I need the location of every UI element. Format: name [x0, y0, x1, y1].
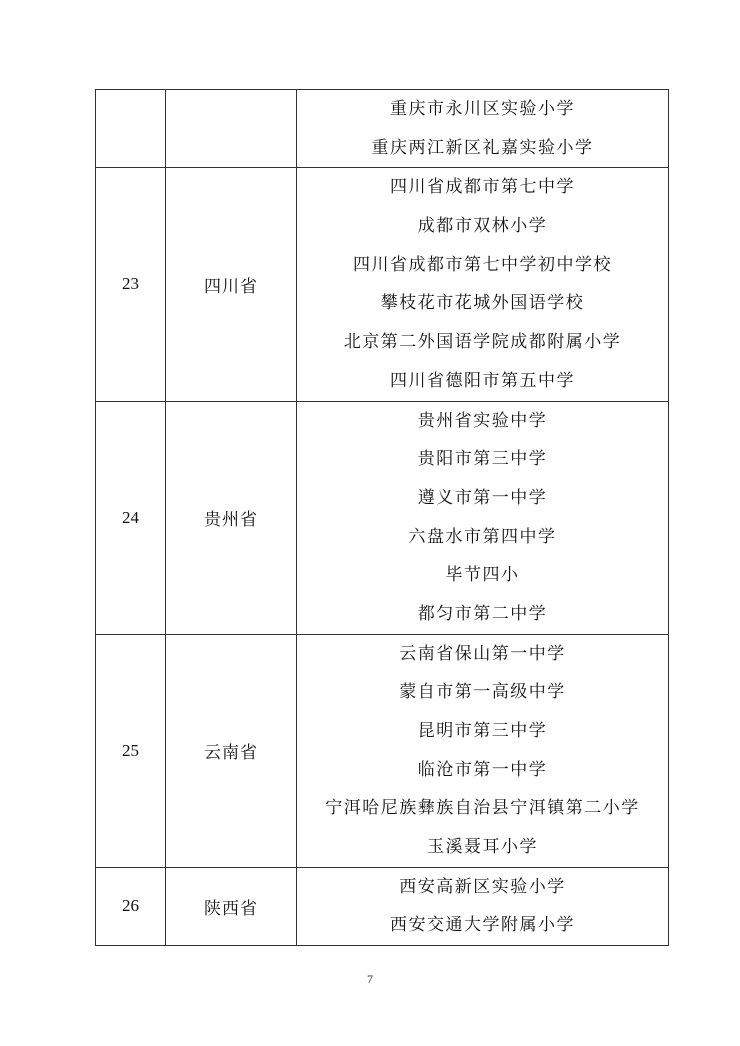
school-name: 贵阳市第三中学 — [417, 449, 548, 470]
province-cell: 贵州省 — [166, 401, 297, 634]
row-number-cell: 23 — [96, 168, 166, 401]
school-name: 贵州省实验中学 — [417, 410, 548, 431]
school-list-table — [95, 89, 669, 946]
school-name: 蒙自市第一高级中学 — [399, 682, 566, 703]
school-name: 四川省德阳市第五中学 — [390, 370, 575, 391]
row-number-cell: 24 — [96, 401, 166, 634]
school-list-cell — [297, 634, 669, 867]
school-name: 云南省保山第一中学 — [399, 643, 566, 664]
school-list-cell — [297, 168, 669, 401]
row-number-cell — [96, 90, 166, 168]
school-name: 西安高新区实验小学 — [399, 876, 566, 897]
school-name: 西安交通大学附属小学 — [390, 915, 575, 936]
province-cell: 四川省 — [166, 168, 297, 401]
school-name: 北京第二外国语学院成都附属小学 — [343, 332, 622, 353]
row-number-cell: 25 — [96, 634, 166, 867]
school-name: 六盘水市第四中学 — [408, 526, 557, 547]
school-name: 都匀市第二中学 — [417, 603, 548, 624]
province-cell — [166, 90, 297, 168]
school-name: 成都市双林小学 — [417, 216, 548, 237]
school-list-cell — [297, 90, 669, 168]
school-name: 玉溪聂耳小学 — [427, 837, 538, 858]
table-row — [96, 867, 669, 945]
school-name: 四川省成都市第七中学初中学校 — [353, 254, 612, 275]
school-name: 攀枝花市花城外国语学校 — [380, 293, 585, 314]
province-cell: 云南省 — [166, 634, 297, 867]
table-row — [96, 401, 669, 634]
school-name: 重庆市永川区实验小学 — [390, 99, 575, 119]
table-row — [96, 90, 669, 168]
row-number-cell: 26 — [96, 867, 166, 945]
school-list-cell — [297, 401, 669, 634]
page-number: 7 — [367, 972, 373, 986]
school-name: 昆明市第三中学 — [417, 721, 548, 741]
school-name: 宁洱哈尼族彝族自治县宁洱镇第二小学 — [325, 798, 640, 819]
school-name: 遵义市第一中学 — [417, 487, 548, 508]
school-name: 重庆两江新区礼嘉实验小学 — [371, 137, 594, 158]
province-cell: 陕西省 — [166, 867, 297, 945]
table-row — [96, 168, 669, 401]
school-name: 四川省成都市第七中学 — [390, 177, 575, 198]
school-name: 临沧市第一中学 — [417, 759, 548, 780]
school-name: 毕节四小 — [445, 565, 520, 586]
table-body — [96, 90, 669, 946]
table-row — [96, 634, 669, 867]
school-list-cell — [297, 867, 669, 945]
